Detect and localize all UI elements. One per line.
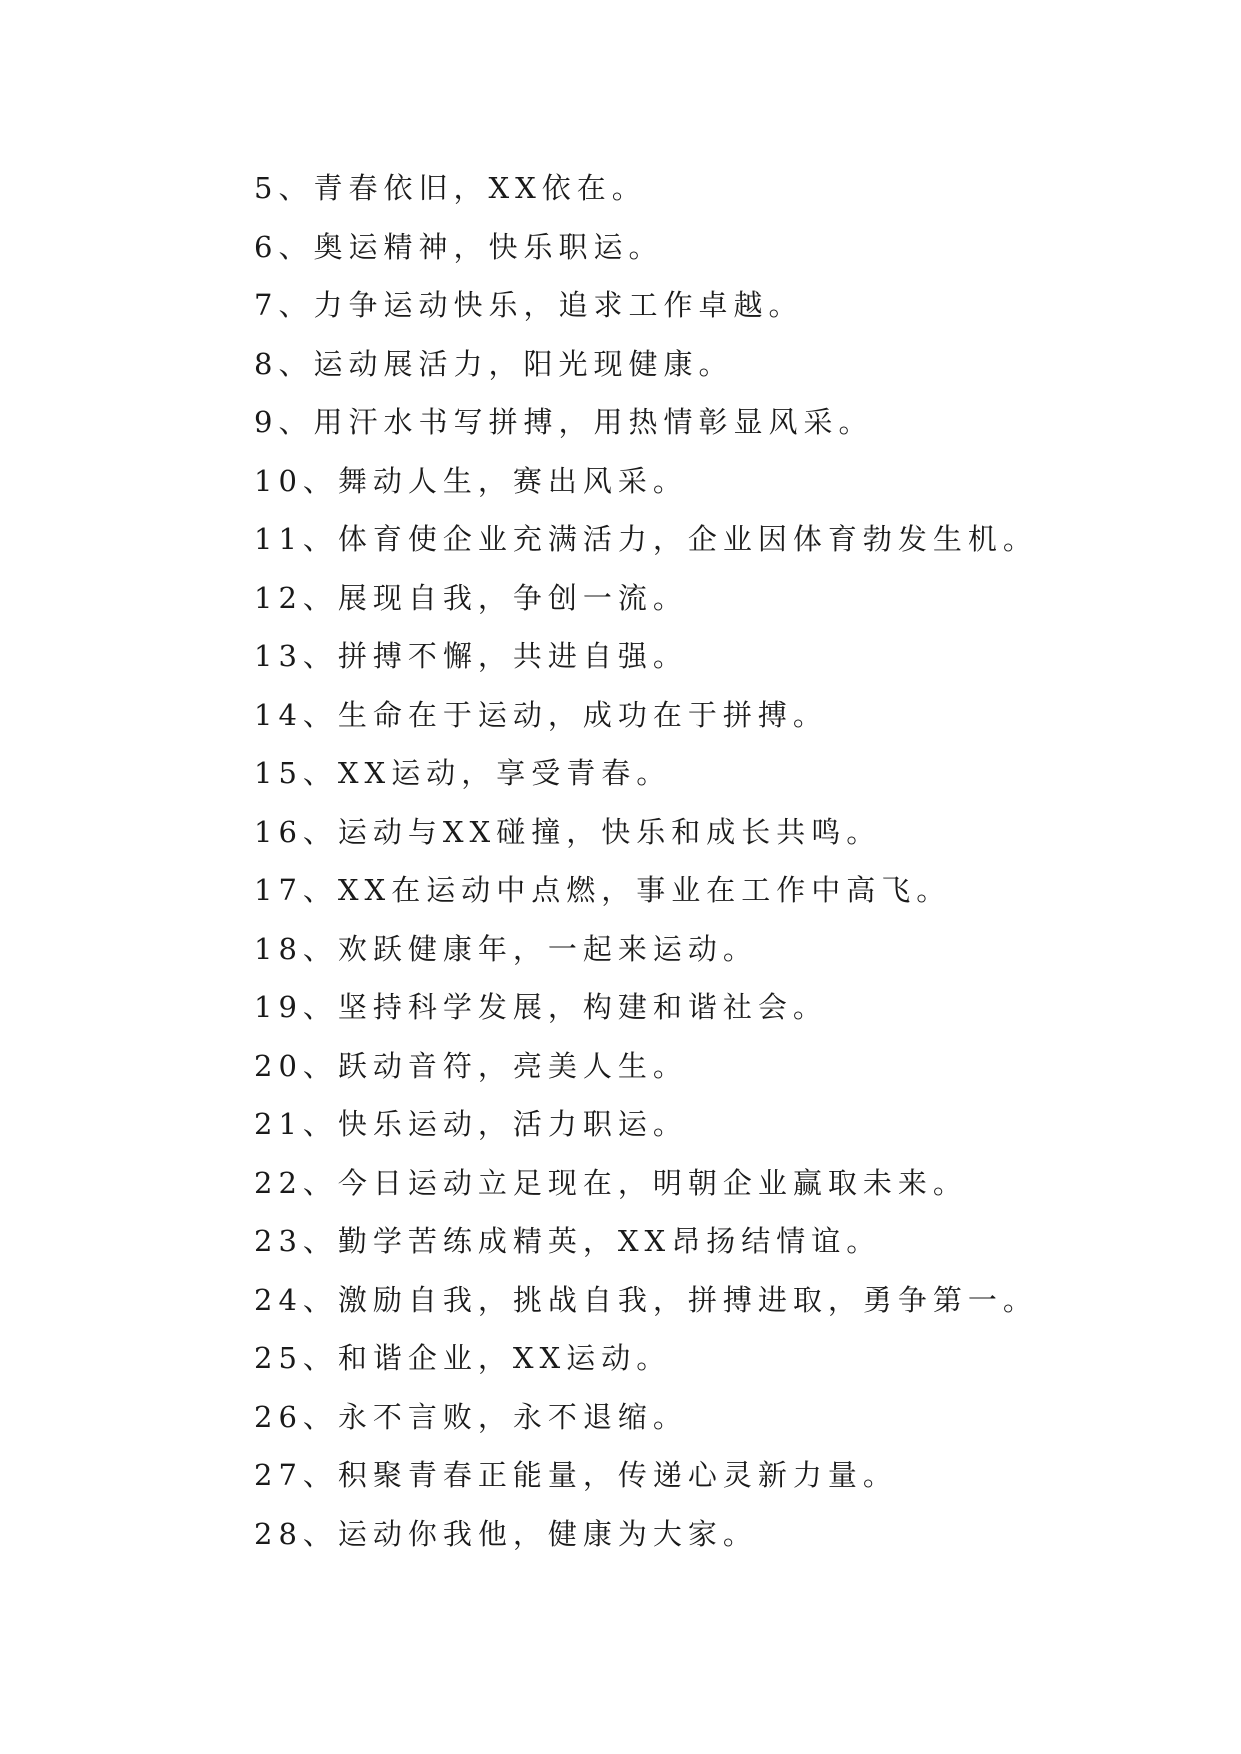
slogan-line: 12、展现自我，争创一流。 (254, 580, 688, 615)
slogan-line: 16、运动与XX碰撞，快乐和成长共鸣。 (254, 814, 882, 849)
slogan-line: 26、永不言败，永不退缩。 (254, 1399, 688, 1434)
slogan-line: 22、今日运动立足现在，明朝企业赢取未来。 (254, 1165, 968, 1200)
slogan-line: 10、舞动人生，赛出风采。 (254, 463, 688, 498)
slogan-line: 24、激励自我，挑战自我，拼搏进取，勇争第一。 (254, 1282, 1038, 1317)
slogan-line: 20、跃动音符，亮美人生。 (254, 1048, 688, 1083)
slogan-list (254, 159, 1038, 1563)
slogan-line: 27、积聚青春正能量，传递心灵新力量。 (254, 1458, 898, 1492)
slogan-line: 23、勤学苦练成精英，XX昂扬结情谊。 (254, 1224, 882, 1258)
slogan-line: 13、拼搏不懈，共进自强。 (254, 639, 688, 673)
slogan-line: 19、坚持科学发展，构建和谐社会。 (254, 990, 828, 1024)
slogan-line: 25、和谐企业，XX运动。 (254, 1341, 672, 1375)
slogan-line: 17、XX在运动中点燃，事业在工作中高飞。 (254, 873, 952, 907)
slogan-line: 5、青春依旧，XX依在。 (254, 171, 647, 205)
slogan-line: 21、快乐运动，活力职运。 (254, 1107, 688, 1141)
slogan-line: 28、运动你我他，健康为大家。 (254, 1516, 758, 1551)
slogan-line: 6、奥运精神，快乐职运。 (254, 229, 664, 264)
slogan-line: 7、力争运动快乐，追求工作卓越。 (254, 288, 804, 322)
slogan-line: 15、XX运动，享受青春。 (254, 756, 672, 790)
slogan-line: 9、用汗水书写拼搏，用热情彰显风采。 (254, 405, 874, 439)
slogan-line: 14、生命在于运动，成功在于拼搏。 (254, 697, 828, 732)
slogan-line: 11、体育使企业充满活力，企业因体育勃发生机。 (254, 522, 1038, 556)
slogan-line: 18、欢跃健康年，一起来运动。 (254, 931, 758, 966)
slogan-line: 8、运动展活力，阳光现健康。 (254, 346, 734, 381)
